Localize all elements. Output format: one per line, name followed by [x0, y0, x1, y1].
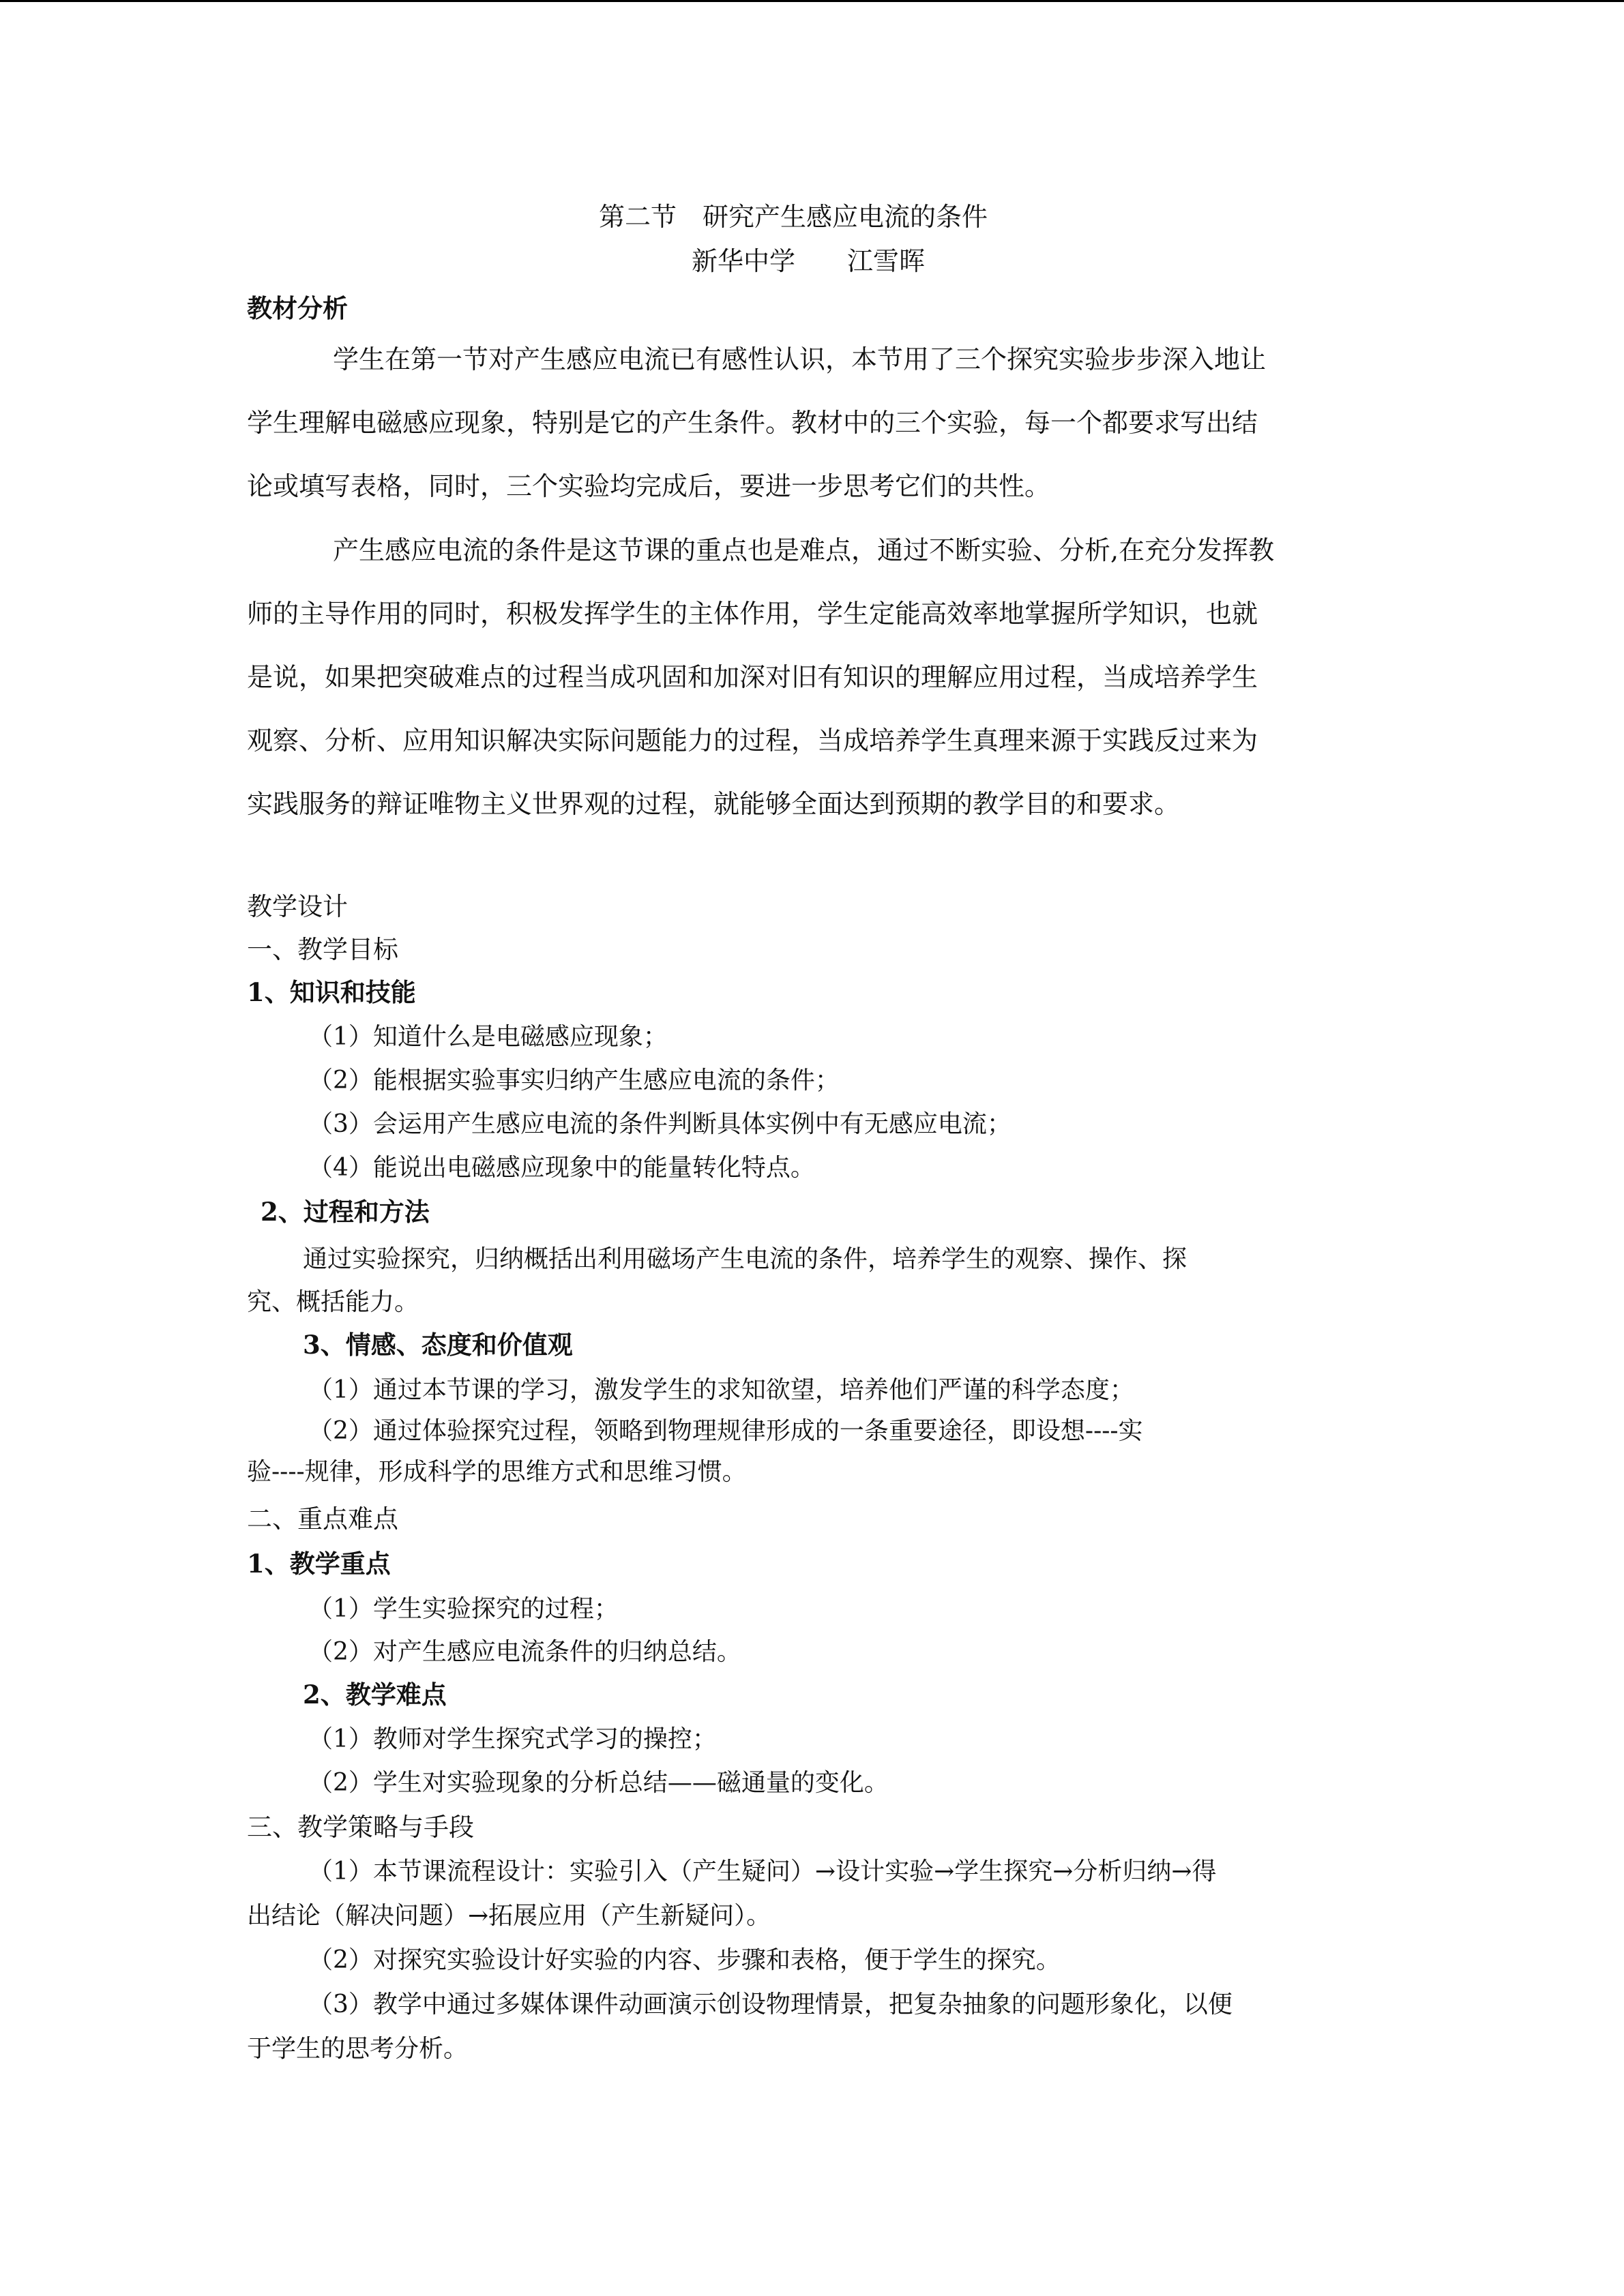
strategy-line-1: （1）本节课流程设计：实验引入（产生疑问）→设计实验→学生探究→分析归纳→得: [308, 1858, 1217, 1885]
process-heading: 2、过程和方法: [261, 1197, 430, 1227]
section-heading-design: 教学设计: [247, 892, 348, 921]
material-paragraph-2-line-5: 实践服务的辩证唯物主义世界观的过程，就能够全面达到预期的教学目的和要求。: [247, 789, 1181, 819]
strategy-line-2: 出结论（解决问题）→拓展应用（产生新疑问）。: [247, 1902, 771, 1930]
strategy-line-4: （3）教学中通过多媒体课件动画演示创设物理情景，把复杂抽象的问题形象化，以便: [308, 1991, 1232, 2018]
emotion-line-2: （2）通过体验探究过程，领略到物理规律形成的一条重要途径，即设想----实: [308, 1417, 1143, 1445]
knowledge-item-3: （3）会运用产生感应电流的条件判断具体实例中有无感应电流；: [308, 1110, 1012, 1138]
emotion-line-1: （1）通过本节课的学习，激发学生的求知欲望，培养他们严谨的科学态度；: [308, 1376, 1134, 1404]
knowledge-item-2: （2）能根据实验事实归纳产生感应电流的条件；: [308, 1067, 840, 1094]
difficulty-item-1: （1）教师对学生探究式学习的操控；: [308, 1725, 717, 1753]
difficulty-item-2: （2）学生对实验现象的分析总结——磁通量的变化。: [308, 1769, 889, 1797]
strategy-heading: 三、教学策略与手段: [247, 1813, 474, 1842]
knowledge-heading: 1、知识和技能: [247, 977, 416, 1007]
strategy-line-5: 于学生的思考分析。: [247, 2035, 469, 2063]
material-paragraph-2-line-1: 产生感应电流的条件是这节课的重点也是难点，通过不断实验、分析,在充分发挥教: [333, 535, 1275, 565]
focus-item-2: （2）对产生感应电流条件的归纳总结。: [308, 1638, 741, 1666]
section-heading-material: 教材分析: [247, 293, 348, 323]
document-author: 新华中学 江雪晖: [692, 246, 926, 276]
material-paragraph-2-line-2: 师的主导作用的同时，积极发挥学生的主体作用，学生定能高效率地掌握所学知识，也就: [247, 599, 1258, 629]
focus-heading: 1、教学重点: [247, 1549, 391, 1579]
document-title: 第二节 研究产生感应电流的条件: [599, 202, 988, 232]
material-paragraph-1-line-1: 学生在第一节对产生感应电流已有感性认识，本节用了三个探究实验步步深入地让: [333, 344, 1267, 374]
material-paragraph-2-line-3: 是说，如果把突破难点的过程当成巩固和加深对旧有知识的理解应用过程，当成培养学生: [247, 662, 1258, 692]
material-paragraph-1-line-3: 论或填写表格，同时，三个实验均完成后，要进一步思考它们的共性。: [247, 471, 1051, 501]
process-line-1: 通过实验探究，归纳概括出利用磁场产生电流的条件，培养学生的观察、操作、探: [303, 1245, 1187, 1273]
knowledge-item-1: （1）知道什么是电磁感应现象；: [308, 1023, 668, 1051]
difficulty-heading: 2、教学难点: [303, 1680, 447, 1710]
goals-heading: 一、教学目标: [247, 935, 398, 964]
knowledge-item-4: （4）能说出电磁感应现象中的能量转化特点。: [308, 1154, 815, 1182]
strategy-line-3: （2）对探究实验设计好实验的内容、步骤和表格，便于学生的探究。: [308, 1946, 1061, 1974]
emotion-heading: 3、情感、态度和价值观: [303, 1330, 573, 1360]
focus-item-1: （1）学生实验探究的过程；: [308, 1595, 619, 1623]
material-paragraph-1-line-2: 学生理解电磁感应现象，特别是它的产生条件。教材中的三个实验，每一个都要求写出结: [247, 408, 1258, 438]
process-line-2: 究、概括能力。: [247, 1288, 419, 1316]
material-paragraph-2-line-4: 观察、分析、应用知识解决实际问题能力的过程，当成培养学生真理来源于实践反过来为: [247, 726, 1258, 756]
keypoints-heading: 二、重点难点: [247, 1504, 398, 1534]
emotion-line-3: 验----规律，形成科学的思维方式和思维习惯。: [247, 1458, 747, 1486]
